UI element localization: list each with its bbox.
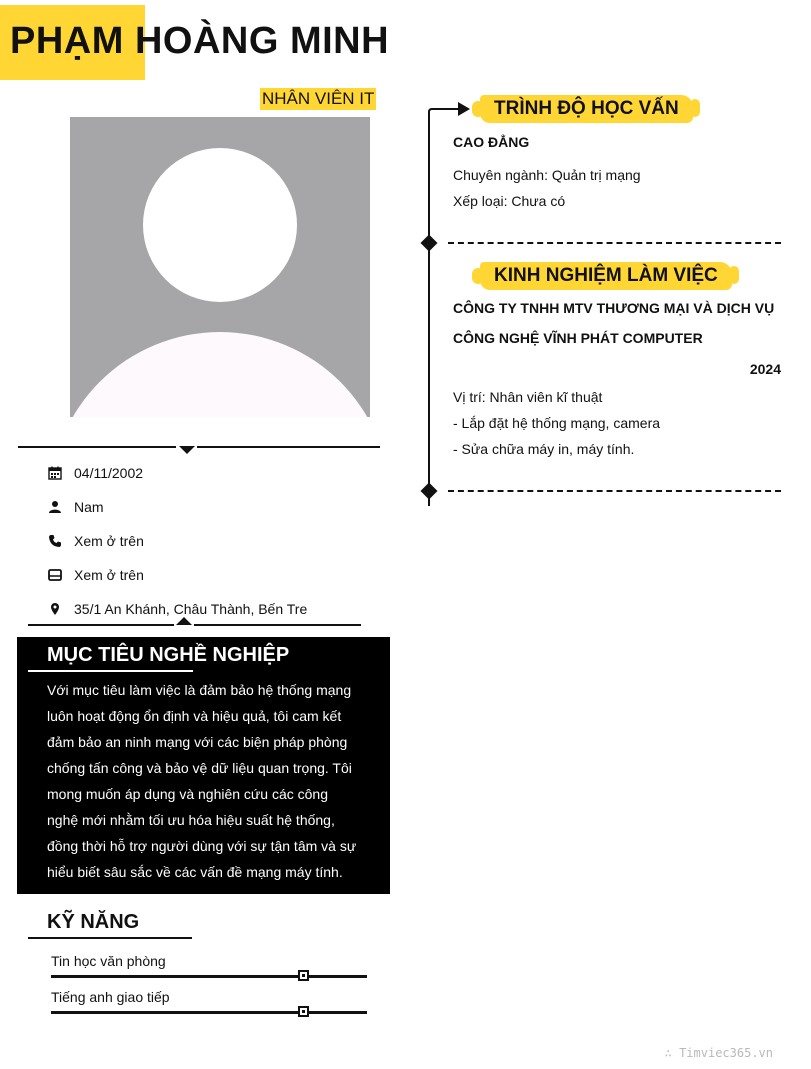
gender-value: Nam xyxy=(74,499,104,515)
contact-row-email xyxy=(48,558,388,592)
experience-company: CÔNG TY TNHH MTV THƯƠNG MẠI VÀ DỊCH VỤ xyxy=(453,300,775,316)
avatar-placeholder-icon xyxy=(70,117,370,417)
divider-left-bottom xyxy=(28,624,174,626)
objective-line: nghệ mới nhằm tối ưu hóa hiệu suất hệ thống, xyxy=(47,812,335,828)
watermark-text: Timviec365.vn xyxy=(679,1046,773,1060)
skill-label: Tiếng anh giao tiếp xyxy=(51,989,170,1005)
contact-row-gender xyxy=(48,490,388,524)
divider-right-bottom xyxy=(194,624,361,626)
person-icon xyxy=(48,500,74,514)
calendar-icon xyxy=(48,466,74,480)
objective-section xyxy=(17,637,390,894)
timeline-node-icon xyxy=(421,235,438,252)
watermark xyxy=(665,1046,773,1060)
location-icon xyxy=(48,602,74,616)
education-title-badge xyxy=(480,95,693,123)
skill-level-marker xyxy=(298,1006,309,1017)
skill-track xyxy=(51,975,367,978)
experience-position: Vị trí: Nhân viên kĩ thuật xyxy=(453,389,603,405)
objective-line: đảm bảo an ninh mạng với các biện pháp phòng xyxy=(47,734,348,750)
experience-heading xyxy=(480,262,732,290)
timeline-line xyxy=(428,113,430,506)
address-value: 35/1 An Khánh, Châu Thành, Bến Tre xyxy=(74,601,308,617)
objective-line: Với mục tiêu làm việc là đảm bảo hệ thống mạng xyxy=(47,682,352,698)
timeline-arrow-icon xyxy=(428,100,472,122)
objective-line: đồng thời hỗ trợ người dùng với sự tận tâm và sự xyxy=(47,838,357,854)
divider-right xyxy=(197,446,380,448)
phone-value: Xem ở trên xyxy=(74,533,144,549)
objective-line: luôn hoạt động ổn định và hiệu quả, tôi cam kết xyxy=(47,708,342,724)
experience-company-continued: CÔNG NGHỆ VĨNH PHÁT COMPUTER xyxy=(453,330,703,346)
skill-track xyxy=(51,1011,367,1014)
divider-left xyxy=(18,446,176,448)
experience-year: 2024 xyxy=(749,361,781,377)
education-heading xyxy=(480,95,693,123)
skill-label: Tin học văn phòng xyxy=(51,953,166,969)
objective-underline xyxy=(28,670,193,672)
phone-icon xyxy=(48,534,74,548)
experience-task: - Lắp đặt hệ thống mạng, camera xyxy=(453,415,661,431)
experience-title: KINH NGHIỆM LÀM VIỆC xyxy=(494,265,718,286)
avatar xyxy=(70,117,370,417)
education-major: Chuyên ngành: Quản trị mạng xyxy=(453,167,641,183)
section-dashed-divider xyxy=(448,242,781,244)
timeline-node-icon xyxy=(421,483,438,500)
divider-arrow-down-icon xyxy=(179,446,195,454)
objective-title: MỤC TIÊU NGHỀ NGHIỆP xyxy=(47,644,290,666)
section-dashed-divider xyxy=(448,490,781,492)
experience-title-badge xyxy=(480,262,732,290)
contact-row-birthday xyxy=(48,456,388,490)
skill-level-marker xyxy=(298,970,309,981)
candidate-name: PHẠM HOÀNG MINH xyxy=(10,20,390,62)
education-title: TRÌNH ĐỘ HỌC VẤN xyxy=(494,98,679,119)
watermark-dots-icon: ∴ xyxy=(664,1046,680,1060)
objective-line: hiểu biết sâu sắc về các vấn đề mạng máy tính. xyxy=(47,864,343,880)
birthday-value: 04/11/2002 xyxy=(74,465,144,481)
objective-line: chống tấn công và bảo vệ dữ liệu quan trọng. Tôi xyxy=(47,760,352,776)
education-school: CAO ĐẲNG xyxy=(453,134,530,150)
education-rank: Xếp loại: Chưa có xyxy=(453,193,566,209)
skills-title: KỸ NĂNG xyxy=(47,911,140,933)
objective-text xyxy=(47,677,359,885)
skills-underline xyxy=(28,937,192,939)
objective-line: mong muốn áp dụng và nghiên cứu các công xyxy=(47,786,329,802)
email-value: Xem ở trên xyxy=(74,567,144,583)
contact-row-address xyxy=(48,592,388,626)
contact-list xyxy=(48,456,388,626)
divider-arrow-up-icon xyxy=(176,617,192,625)
job-title: NHÂN VIÊN IT xyxy=(262,89,375,108)
email-icon xyxy=(48,568,74,582)
contact-row-phone xyxy=(48,524,388,558)
experience-task: - Sửa chữa máy in, máy tính. xyxy=(453,441,635,457)
